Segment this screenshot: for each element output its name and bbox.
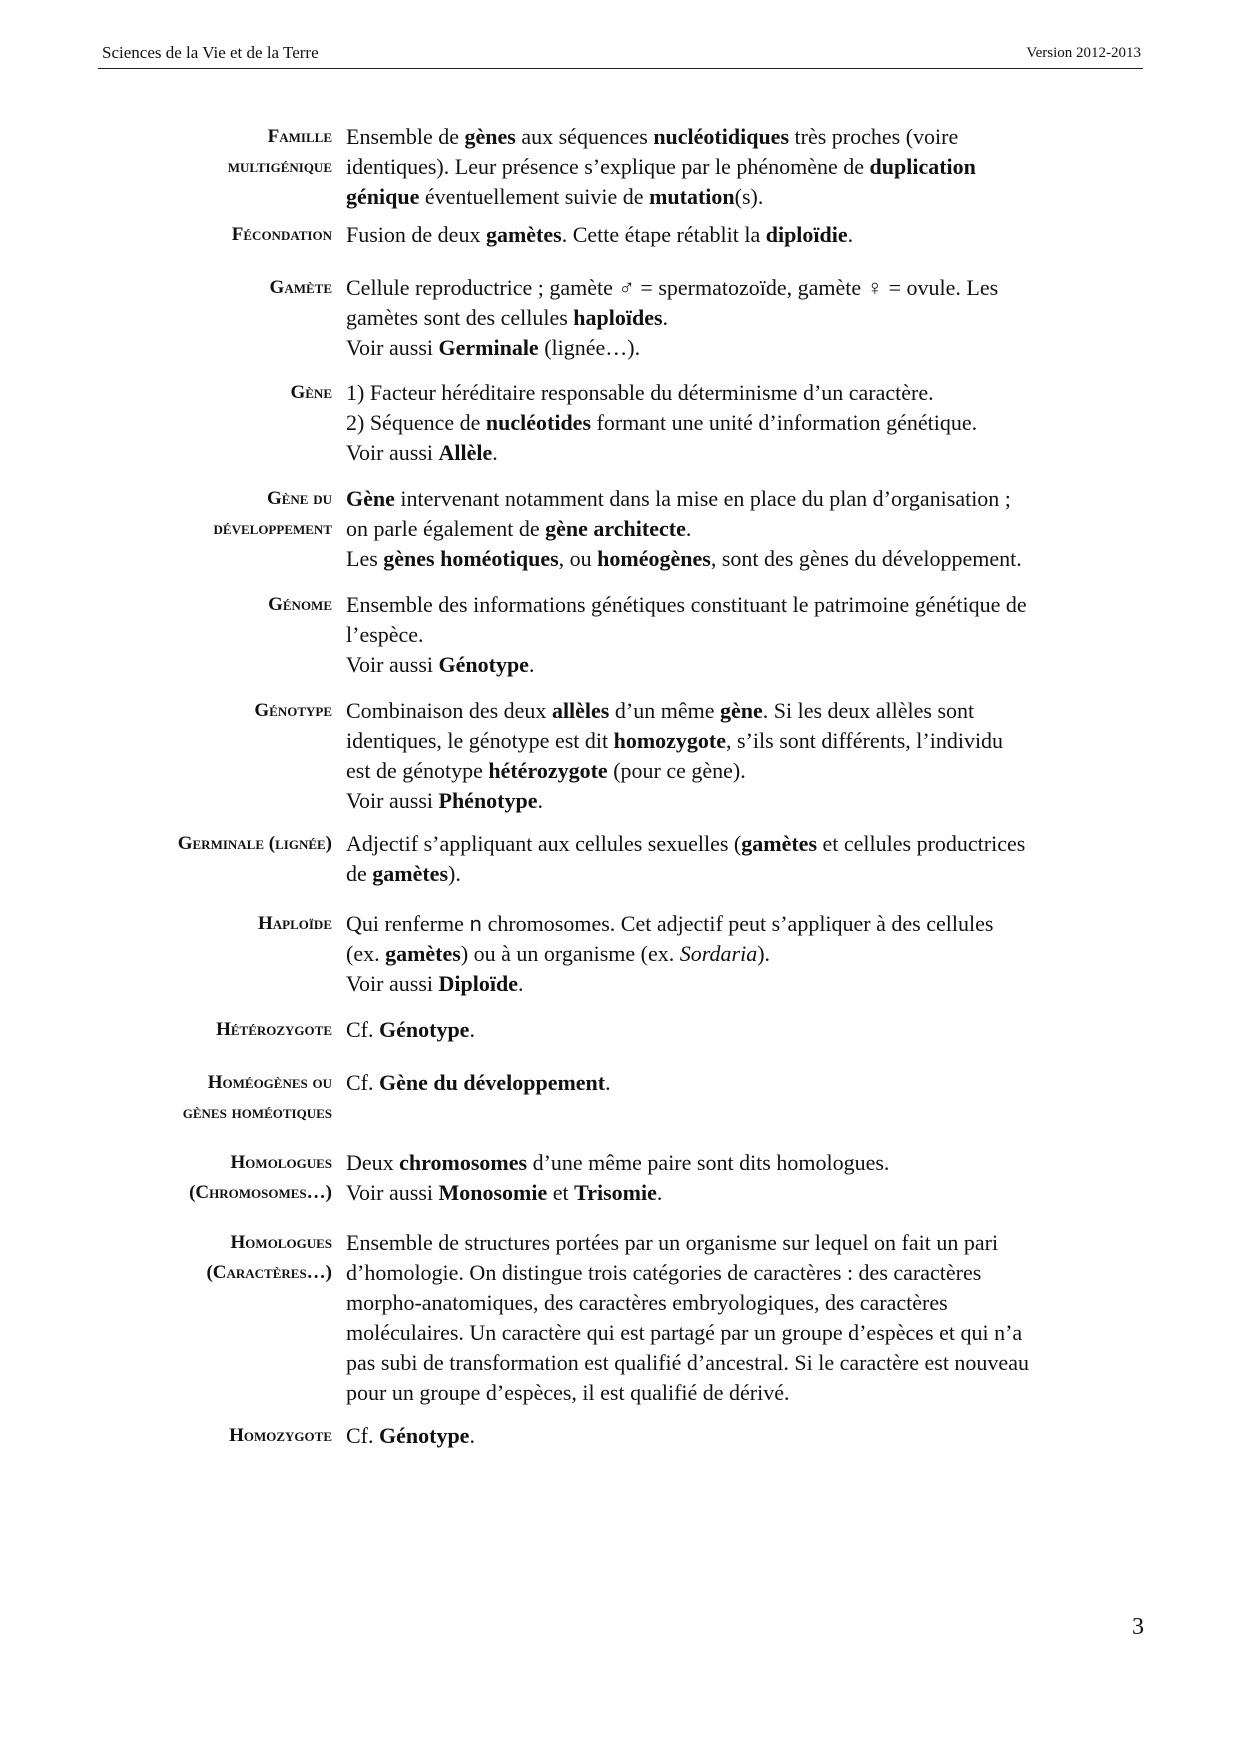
definition-text: est de génotype — [346, 758, 489, 783]
definition-line — [346, 1178, 1146, 1208]
definition-line — [346, 220, 1146, 250]
definition-line — [346, 909, 1146, 939]
bold-term: gène architecte — [545, 516, 686, 541]
definition-line — [346, 273, 1146, 303]
definition-text: , ou — [558, 546, 598, 571]
definition-line — [346, 438, 1146, 468]
glossary-definition — [346, 220, 1146, 250]
definition-text: d’homologie. On distingue trois catégories de caractères : des caractères — [346, 1260, 982, 1285]
definition-text: gamètes sont des cellules — [346, 305, 574, 330]
glossary-term-line: Homologues — [230, 1152, 332, 1173]
glossary-term-line: développement — [213, 518, 332, 539]
glossary-term — [258, 909, 332, 939]
glossary-term-line: Génotype — [254, 700, 332, 721]
bold-term: allèles — [551, 698, 610, 723]
header-title: Sciences de la Vie et de la Terre — [102, 43, 319, 62]
definition-line — [346, 1068, 1146, 1098]
definition-text: de — [346, 861, 373, 886]
definition-text: ). — [757, 941, 771, 966]
definition-text: Cf. — [346, 1423, 379, 1448]
glossary-term — [189, 1148, 332, 1208]
definition-text: 2) Séquence de — [346, 410, 486, 435]
definition-text: formant une unité d’information génétique. — [591, 410, 978, 435]
glossary-term-line: Gène — [290, 382, 332, 403]
definition-text: Voir aussi — [346, 652, 439, 677]
definition-line — [346, 829, 1146, 859]
definition-line — [346, 408, 1146, 438]
glossary-definition — [346, 1228, 1146, 1408]
definition-text: Les — [346, 546, 384, 571]
definition-text: Ensemble de — [346, 124, 465, 149]
glossary-term-line: Famille — [267, 126, 332, 147]
glossary-term — [206, 1228, 332, 1288]
definition-text: Sordaria — [679, 941, 758, 966]
bold-term: chromosomes — [399, 1150, 528, 1175]
glossary-definition — [346, 273, 1146, 363]
definition-text: Cf. — [346, 1017, 379, 1042]
definition-text: (ex. — [346, 941, 386, 966]
header-version: Version 2012-2013 — [1026, 45, 1141, 61]
definition-text: (s). — [734, 184, 764, 209]
definition-text: Combinaison des deux — [346, 698, 552, 723]
bold-term: Génotype — [379, 1017, 470, 1042]
glossary-definition — [346, 1068, 1146, 1098]
definition-text: Ensemble de structures portées par un organisme sur lequel on fait un pari — [346, 1230, 999, 1255]
bold-term: hétérozygote — [488, 758, 608, 783]
glossary-term-line: (Chromosomes…) — [189, 1182, 332, 1203]
definition-line — [346, 650, 1146, 680]
bold-term: Trisomie — [574, 1180, 657, 1205]
definition-text: Voir aussi — [346, 1180, 439, 1205]
definition-text: Qui renferme — [346, 911, 470, 936]
definition-text: Voir aussi — [346, 440, 439, 465]
bold-term: nucléotides — [485, 410, 592, 435]
definition-text: aux séquences — [515, 124, 654, 149]
bold-term: gène — [719, 698, 763, 723]
definition-text: éventuellement suivie de — [419, 184, 650, 209]
bold-term: gamètes — [372, 861, 449, 886]
definition-text: l’espèce. — [346, 622, 424, 647]
page-header — [98, 40, 1143, 69]
definition-text: très proches (voire — [789, 124, 959, 149]
definition-text: pour un groupe d’espèces, il est qualifié de dérivé. — [346, 1380, 790, 1405]
bold-term: Gène du développement — [379, 1070, 606, 1095]
glossary-term-line: Hétérozygote — [216, 1019, 332, 1040]
glossary-definition — [346, 909, 1146, 999]
definition-text: on parle également de — [346, 516, 546, 541]
glossary-definition — [346, 696, 1146, 816]
definition-text: (pour ce gène). — [607, 758, 746, 783]
bold-term: nucléotidiques — [653, 124, 790, 149]
glossary-term-line: Fécondation — [231, 224, 332, 245]
glossary-term — [214, 484, 332, 544]
definition-text: . — [537, 788, 543, 813]
definition-text: identiques, le génotype est dit — [346, 728, 614, 753]
bold-term: génique — [346, 184, 420, 209]
bold-term: Génotype — [438, 652, 529, 677]
definition-text: Voir aussi — [346, 788, 439, 813]
glossary-definition — [346, 122, 1146, 212]
definition-text: . Cette étape rétablit la — [561, 222, 766, 247]
bold-term: duplication — [869, 154, 976, 179]
glossary-term-line: Gène du — [266, 488, 332, 509]
definition-line — [346, 1318, 1146, 1348]
definition-line — [346, 620, 1146, 650]
definition-text: Adjectif s’appliquant aux cellules sexuelles ( — [346, 831, 742, 856]
definition-text: Cellule reproductrice ; gamète ♂ = spermatozoïde, gamète ♀ = ovule. Les — [346, 275, 999, 300]
glossary-term — [228, 122, 332, 182]
definition-line — [346, 544, 1146, 574]
definition-text: (lignée…). — [538, 335, 641, 360]
bold-term: Allèle — [438, 440, 493, 465]
definition-line — [346, 1378, 1146, 1408]
glossary-term-line: Homéogènes ou — [207, 1072, 332, 1093]
bold-term: gamètes — [385, 941, 461, 966]
definition-text: . — [685, 516, 692, 541]
definition-line — [346, 786, 1146, 816]
definition-line — [346, 726, 1146, 756]
glossary-definition — [346, 1148, 1146, 1208]
bold-term: gènes — [464, 124, 516, 149]
glossary-term — [254, 696, 332, 726]
definition-text: Ensemble des informations génétiques constituant le patrimoine génétique de — [346, 592, 1027, 617]
definition-line — [346, 1288, 1146, 1318]
glossary-term — [268, 590, 332, 620]
definition-text: pas subi de transformation est qualifié d’ancestral. Si le caractère est nouveau — [346, 1350, 1029, 1375]
bold-term: Diploïde — [438, 971, 518, 996]
definition-text: . — [469, 1423, 475, 1448]
definition-line — [346, 182, 1146, 212]
definition-line — [346, 303, 1146, 333]
definition-line — [346, 1015, 1146, 1045]
glossary-term — [270, 273, 332, 303]
definition-line — [346, 1258, 1146, 1288]
glossary-term — [290, 378, 332, 408]
bold-term: Germinale — [438, 335, 539, 360]
definition-line — [346, 756, 1146, 786]
glossary-term — [178, 829, 332, 859]
bold-term: homozygote — [613, 728, 727, 753]
definition-line — [346, 859, 1146, 889]
glossary-term — [232, 220, 332, 250]
glossary-term-line: Homozygote — [229, 1425, 332, 1446]
definition-text: . — [517, 971, 524, 996]
bold-term: gènes homéotiques — [383, 546, 559, 571]
definition-line — [346, 1228, 1146, 1258]
bold-term: haploïdes — [573, 305, 663, 330]
definition-text: . Si les deux allèles sont — [762, 698, 975, 723]
definition-text: ) ou à un organisme (ex. — [460, 941, 680, 966]
bold-term: gamètes — [485, 222, 562, 247]
definition-text: d’une même paire sont dits homologues. — [527, 1150, 890, 1175]
definition-line — [346, 696, 1146, 726]
definition-text: . — [662, 305, 669, 330]
definition-text: d’un même — [609, 698, 720, 723]
glossary-term-line: gènes homéotiques — [182, 1102, 332, 1123]
bold-term: Phénotype — [438, 788, 538, 813]
definition-line — [346, 514, 1146, 544]
definition-line — [346, 152, 1146, 182]
glossary-term — [216, 1015, 332, 1045]
glossary-definition — [346, 1421, 1146, 1451]
bold-term: gamètes — [741, 831, 818, 856]
definition-text: moléculaires. Un caractère qui est partagé par un groupe d’espèces et qui n’a — [346, 1320, 1023, 1345]
definition-text: 1) Facteur héréditaire responsable du déterminisme d’un caractère. — [346, 380, 934, 405]
definition-line — [346, 1348, 1146, 1378]
definition-text: Deux — [346, 1150, 400, 1175]
definition-text: . — [469, 1017, 475, 1042]
bold-term: homéogènes — [597, 546, 711, 571]
definition-line — [346, 939, 1146, 969]
bold-term: Gène — [346, 486, 395, 511]
glossary-definition — [346, 484, 1146, 574]
glossary-definition — [346, 1015, 1146, 1045]
bold-term: Monosomie — [438, 1180, 548, 1205]
definition-text: ). — [448, 861, 461, 886]
definition-line — [346, 590, 1146, 620]
definition-text: . — [605, 1070, 611, 1095]
definition-text: , sont des gènes du développement. — [710, 546, 1022, 571]
definition-text: , s’ils sont différents, l’individu — [726, 728, 1004, 753]
definition-text: et cellules productrices — [817, 831, 1026, 856]
definition-line — [346, 969, 1146, 999]
definition-text: . — [847, 222, 854, 247]
bold-term: diploïdie — [765, 222, 848, 247]
glossary-definition — [346, 829, 1146, 889]
definition-line — [346, 1148, 1146, 1178]
definition-text: identiques). Leur présence s’explique par le phénomène de — [346, 154, 870, 179]
glossary-term-line: Homologues — [230, 1232, 332, 1253]
definition-text: Voir aussi — [346, 971, 439, 996]
definition-text: Voir aussi — [346, 335, 439, 360]
glossary-term — [229, 1421, 332, 1451]
definition-line — [346, 378, 1146, 408]
glossary-definition — [346, 378, 1146, 468]
definition-line — [346, 333, 1146, 363]
definition-text: n — [469, 912, 483, 936]
glossary-term-line: multigénique — [227, 156, 332, 177]
definition-text: Fusion de deux — [346, 222, 486, 247]
definition-line — [346, 1421, 1146, 1451]
definition-text: . — [656, 1180, 663, 1205]
definition-line — [346, 122, 1146, 152]
page-number: 3 — [1132, 1614, 1144, 1640]
glossary-term-line: Haploïde — [257, 913, 332, 934]
definition-text: intervenant notamment dans la mise en place du plan d’organisation ; — [394, 486, 1011, 511]
glossary-term — [183, 1068, 332, 1128]
definition-text: morpho-anatomiques, des caractères embryologiques, des caractères — [346, 1290, 948, 1315]
definition-text: . — [492, 440, 498, 465]
definition-text: chromosomes. Cet adjectif peut s’appliquer à des cellules — [482, 911, 994, 936]
definition-line — [346, 484, 1146, 514]
bold-term: Génotype — [379, 1423, 470, 1448]
definition-text: et — [547, 1180, 575, 1205]
bold-term: mutation — [649, 184, 735, 209]
glossary-term-line: Germinale (lignée) — [177, 833, 332, 854]
glossary-term-line: (Caractères…) — [206, 1262, 332, 1283]
definition-text: . — [528, 652, 535, 677]
definition-text: Cf. — [346, 1070, 379, 1095]
glossary-term-line: Génome — [268, 594, 332, 615]
glossary-term-line: Gamète — [269, 277, 332, 298]
glossary-definition — [346, 590, 1146, 680]
